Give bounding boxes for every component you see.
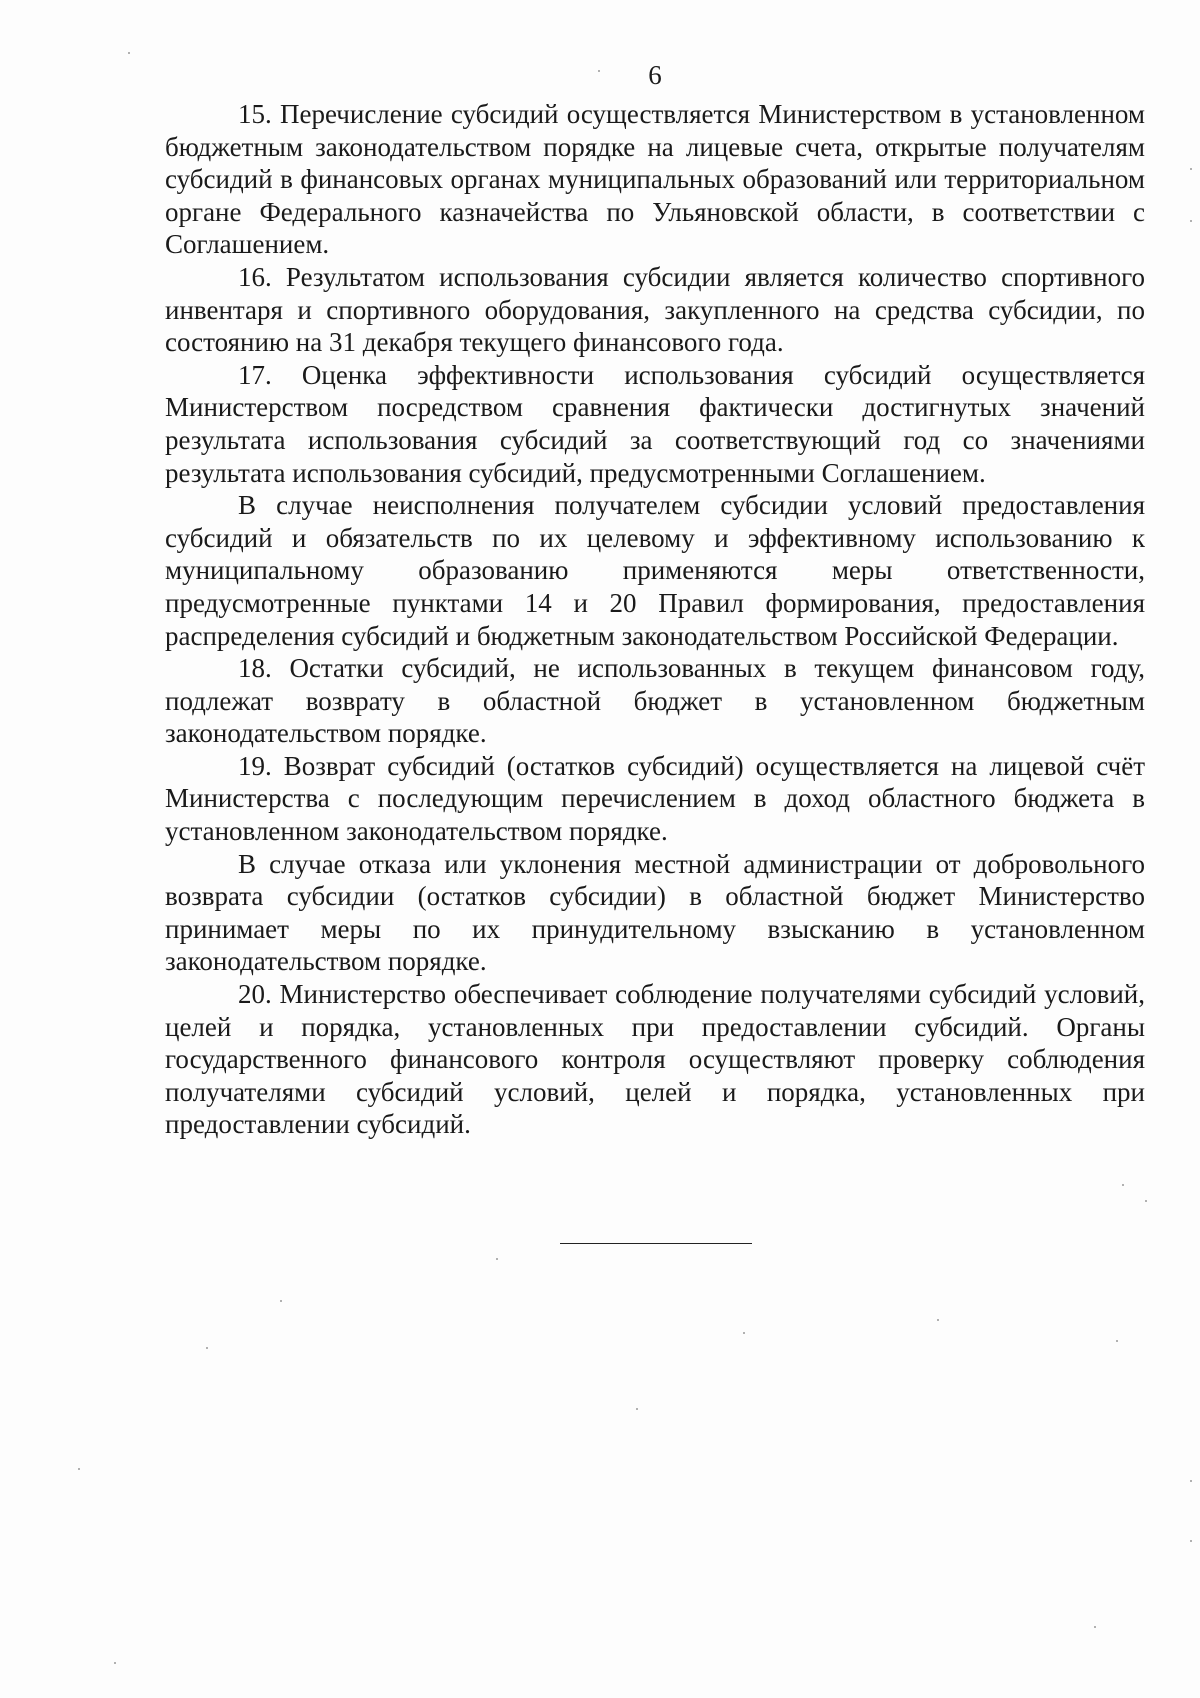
scan-speck — [598, 70, 600, 72]
scan-speck — [743, 1332, 745, 1334]
scan-speck — [496, 1258, 498, 1260]
paragraph-20: 20. Министерство обеспечивает соблюдение получателями субсидий условий, целей и порядка, установленных при предоставлении субсидий. Органы государственного финансового контроля осуществляют проверку соблюдения получателями субсидий условий, целей и порядка, установленных при предоставлении субсидий. — [165, 979, 1145, 1140]
paragraph-17-liability: В случае неисполнения получателем субсидии условий предоставления субсидий и обязательств по их целевому и эффективному использованию к муниципальному образованию применяются меры ответственности, предусмотренные пунктами 14 и 20 Правил формирования, предоставления распределения субсидий и бюджетным законодательством Российской Федерации. — [165, 490, 1145, 651]
page-number: 6 — [648, 60, 662, 90]
scan-speck — [114, 1662, 116, 1664]
closing-separator-line — [560, 1243, 752, 1244]
scan-speck — [280, 1300, 282, 1302]
scan-speck — [1190, 1480, 1192, 1482]
scan-speck — [636, 1408, 638, 1410]
scan-speck — [1190, 1540, 1192, 1542]
scan-speck — [1122, 1184, 1124, 1186]
document-body — [165, 98, 1145, 1141]
scan-speck — [1190, 168, 1192, 170]
paragraph-19: 19. Возврат субсидий (остатков субсидий) осуществляется на лицевой счёт Министерства с последующим перечислением в доход областного бюджета в установленном законодательством порядке. — [165, 750, 1145, 847]
paragraph-17: 17. Оценка эффективности использования субсидий осуществляется Министерством посредством сравнения фактически достигнутых значений результата использования субсидий за соответствующий год со значениями результата использования субсидий, предусмотренными Соглашением. — [165, 359, 1145, 488]
scan-speck — [937, 1319, 939, 1321]
paragraph-19-refusal: В случае отказа или уклонения местной администрации от добровольного возврата субсидии (остатков субсидии) в областной бюджет Министерство принимает меры по их принудительному взысканию в установленном законодательством порядке. — [165, 848, 1145, 977]
scan-speck — [128, 52, 130, 54]
scan-speck — [1116, 1340, 1118, 1342]
paragraph-16: 16. Результатом использования субсидии является количество спортивного инвентаря и спортивного оборудования, закупленного на средства субсидии, по состоянию на 31 декабря текущего финансового года. — [165, 261, 1145, 358]
paragraph-15: 15. Перечисление субсидий осуществляется Министерством в установленном бюджетным законодательством порядке на лицевые счета, открытые получателям субсидий в финансовых органах муниципальных образований или территориальном органе Федерального казначейства по Ульяновской области, в соответствии с Соглашением. — [165, 99, 1145, 260]
scan-speck — [1190, 220, 1192, 222]
scan-speck — [1094, 1626, 1096, 1628]
scan-speck — [78, 1468, 80, 1470]
paragraph-18: 18. Остатки субсидий, не использованных в текущем финансовом году, подлежат возврату в областной бюджет в установленном бюджетным законодательством порядке. — [165, 653, 1145, 749]
scan-speck — [206, 1347, 208, 1349]
scan-speck — [1145, 1200, 1147, 1202]
